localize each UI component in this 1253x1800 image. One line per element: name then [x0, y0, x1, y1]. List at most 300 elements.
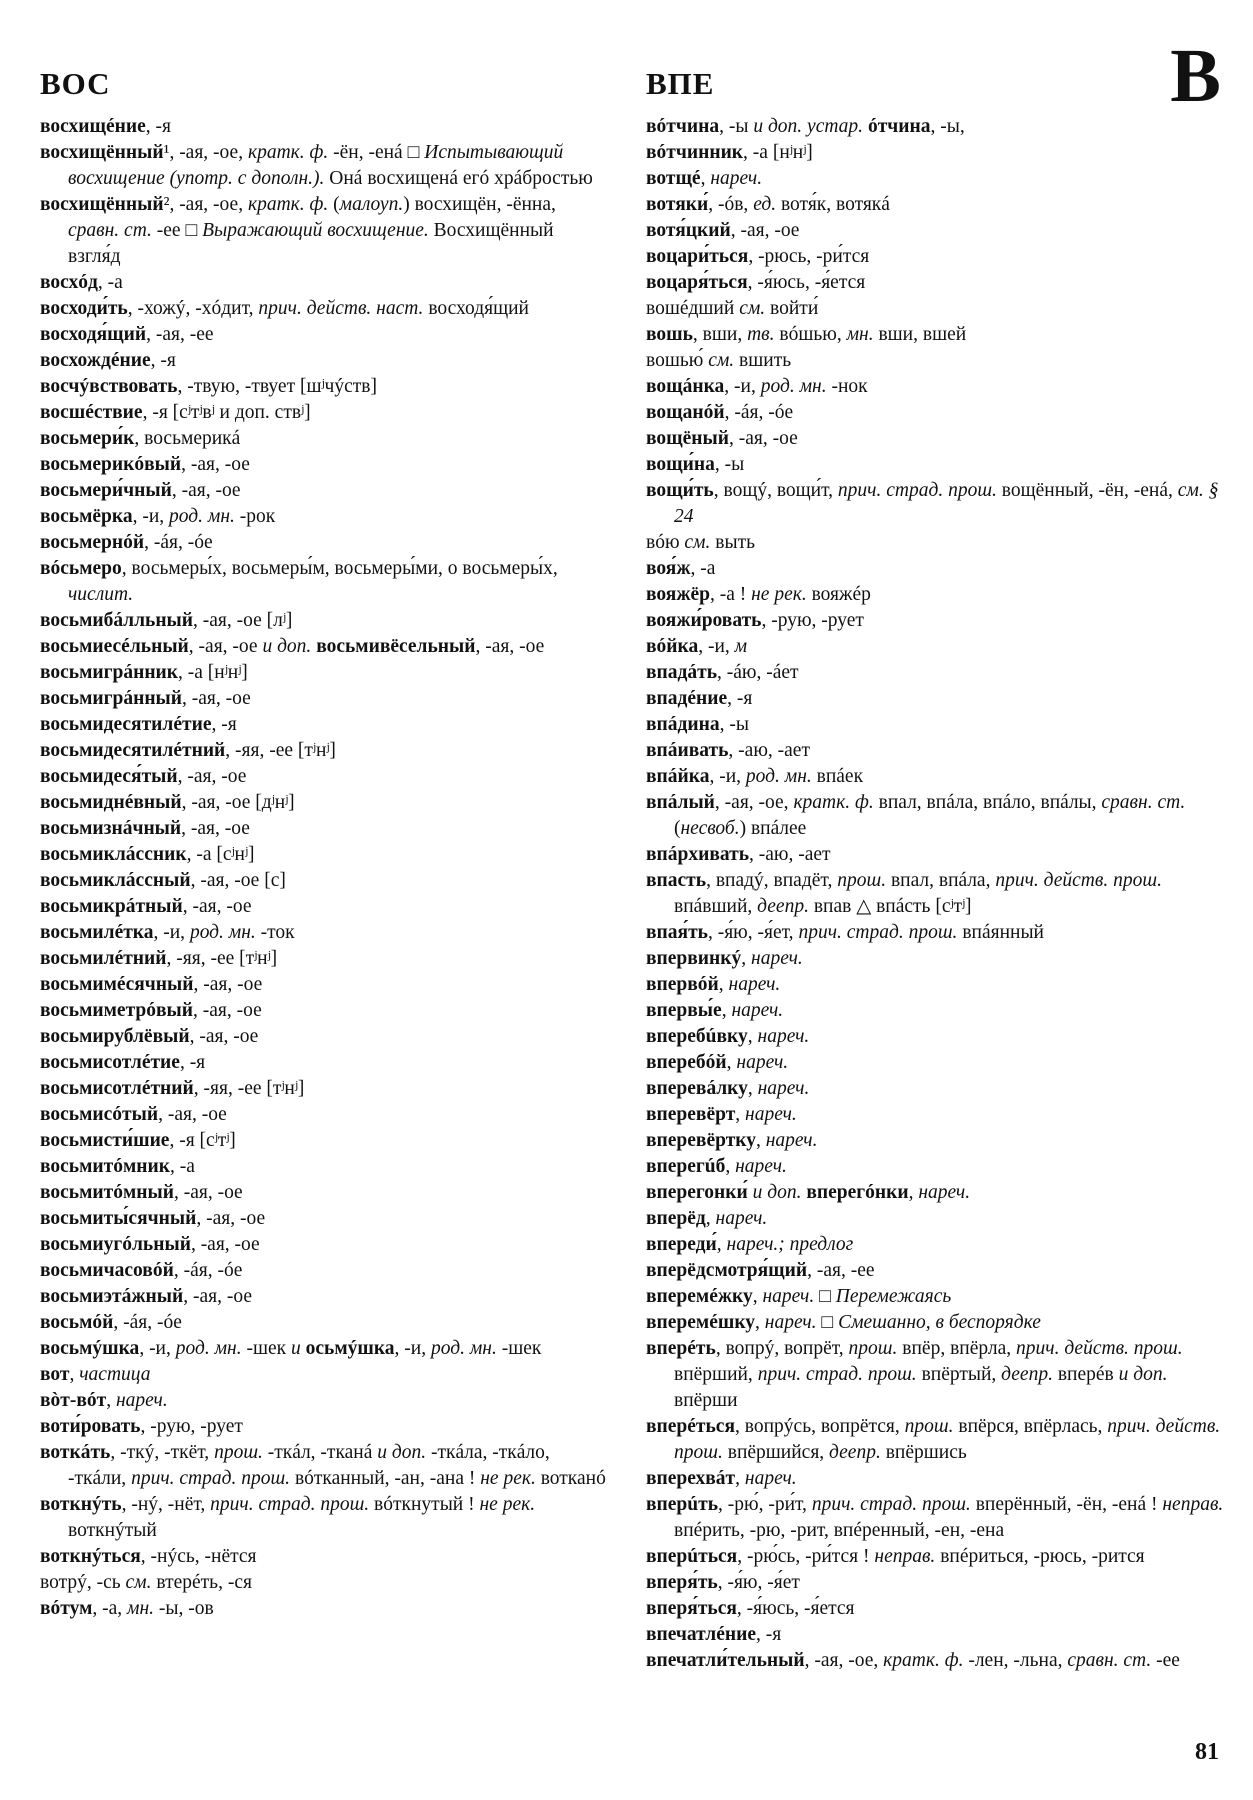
headword: восьмёрка — [40, 506, 133, 527]
entry-text: вперённый, -ён, -енá ! — [970, 1494, 1163, 1515]
entry-text: , -и, — [724, 376, 761, 397]
grammar-note: прич. действ. прош. — [1016, 1338, 1183, 1359]
headword: впереди́ — [646, 1234, 717, 1255]
grammar-note: деепр. — [757, 896, 809, 917]
entry-text: -ее — [1151, 1650, 1180, 1671]
entry-text: , -áя, -óе — [724, 402, 794, 423]
entry-text: , — [752, 1286, 763, 1307]
dictionary-entry — [40, 816, 610, 842]
headword: вперúться — [646, 1546, 738, 1567]
grammar-note: неправ. — [1162, 1494, 1224, 1515]
grammar-note: и доп. — [752, 1182, 802, 1203]
entry-text: , — [718, 974, 729, 995]
grammar-note: не рек. — [751, 584, 807, 605]
headword: вòт-вóт — [40, 1390, 107, 1411]
headword: впервы́е — [646, 1000, 722, 1021]
entry-text: , -яя, -ее [тʲнʲ] — [225, 740, 336, 761]
headword: восьмитóмный — [40, 1182, 174, 1203]
headword: вперевёрт — [646, 1104, 736, 1125]
headword: воя́ж — [646, 558, 691, 579]
entry-text: , -ы — [714, 454, 745, 475]
headword: вóйка — [646, 636, 699, 657]
entry-text: , -ая, -ое — [183, 1286, 252, 1307]
entry-text: , вопрý, вопрёт, — [715, 1338, 849, 1359]
entry-text: , -ая, -ое — [190, 1234, 260, 1255]
entry-text: Онá восхищенá егó хрáбростью — [324, 168, 593, 189]
dictionary-entry — [40, 764, 610, 790]
dictionary-entry — [40, 608, 610, 634]
entry-text: , -ткý, -ткёт, — [110, 1442, 215, 1463]
headword: восьмибáлльный — [40, 610, 194, 631]
entry-text: , -ы, — [930, 116, 965, 137]
entry-text: впав △ впáсть [сʲтʲ] — [808, 896, 972, 917]
entry-text: , -нýсь, -нётся — [140, 1546, 257, 1567]
dictionary-entry — [40, 374, 610, 400]
headword: вощёный — [646, 428, 729, 449]
grammar-note: род. мн. — [760, 376, 827, 397]
guide-word-right: ВПЕ — [646, 66, 715, 101]
entry-text: , — [747, 1078, 758, 1099]
dictionary-entry — [646, 322, 1224, 348]
grammar-note: прич. действ. прош. — [674, 1416, 1221, 1463]
entry-text: -ткáла, -ткáло, -ткáли, — [68, 1442, 550, 1489]
entry-text: , -óв, — [708, 194, 754, 215]
dictionary-entry — [40, 478, 610, 504]
grammar-note: прич. страд. прош. — [131, 1468, 291, 1489]
grammar-note: кратк. ф. — [247, 194, 329, 215]
dictionary-entry — [646, 712, 1224, 738]
headword: вперехвáт — [646, 1468, 736, 1489]
headword: восьмидеся́тый — [40, 766, 178, 787]
headword: восьмидесятилéтие — [40, 714, 212, 735]
entry-text: вотя́к, вотякá — [776, 194, 890, 215]
entry-text: впáек — [811, 766, 864, 787]
headword: восхищённый — [40, 194, 164, 215]
grammar-note: см. — [708, 350, 735, 371]
dictionary-entry — [40, 1024, 610, 1050]
entry-text: выть — [710, 532, 755, 553]
entry-text: , — [69, 1364, 80, 1385]
entry-text: -лен, -льна, — [963, 1650, 1068, 1671]
entry-text: вшить — [734, 350, 792, 371]
entry-text: , — [725, 1156, 736, 1177]
dictionary-entry — [646, 1206, 1224, 1232]
entry-text: вотрý, -сь — [40, 1572, 126, 1593]
dictionary-entry — [646, 452, 1224, 478]
dictionary-entry — [646, 1232, 1224, 1258]
grammar-note: нареч. — [762, 1286, 815, 1307]
grammar-note: нареч. — [751, 948, 803, 969]
entry-text: , -я — [145, 116, 171, 137]
dictionary-entry — [646, 1050, 1224, 1076]
entry-text: , -и, — [139, 1338, 176, 1359]
headword: восьмимéсячный — [40, 974, 194, 995]
dictionary-entry — [40, 1258, 610, 1284]
dictionary-entry — [40, 1206, 610, 1232]
entry-text: , -я [сʲтʲвʲ и доп. ствʲ] — [142, 402, 311, 423]
dictionary-entry — [40, 1570, 610, 1596]
headword: вояжи́ровать — [646, 610, 762, 631]
dictionary-entry — [40, 998, 610, 1024]
headword: впервинкý — [646, 948, 742, 969]
entry-text: , -и, — [153, 922, 190, 943]
grammar-note: ед. — [753, 194, 777, 215]
grammar-note: см. — [739, 298, 766, 319]
grammar-note: прош. — [214, 1442, 263, 1463]
headword: впáлый — [646, 792, 715, 813]
entry-text: , -ы — [719, 714, 749, 735]
grammar-note: мн. — [846, 324, 874, 345]
grammar-note: Испытывающий восхищение (употр. с дополн.). — [68, 142, 564, 189]
dictionary-entry — [646, 1258, 1224, 1284]
headword: восшéствие — [40, 402, 143, 423]
dictionary-entry — [646, 218, 1224, 244]
grammar-note: нареч. — [710, 168, 763, 189]
entry-text: войти́ — [765, 298, 819, 319]
headword: вперя́ться — [646, 1598, 737, 1619]
grammar-note: нареч. — [735, 1156, 787, 1177]
dictionary-entry — [646, 1310, 1224, 1336]
entry-text: , -аю, -ает — [749, 844, 831, 865]
entry-text: Восхищённый взгля́д — [68, 220, 554, 267]
entry-text: впёрший, — [674, 1364, 758, 1385]
grammar-note: несвоб. — [680, 818, 740, 839]
dictionary-entry — [40, 894, 610, 920]
entry-text: , -я́юсь, -я́ется — [747, 272, 866, 293]
dictionary-entry — [646, 1102, 1224, 1128]
dictionary-entry — [646, 634, 1224, 660]
grammar-note: нареч. — [115, 1390, 168, 1411]
grammar-note: нареч. — [765, 1130, 818, 1151]
headword: воткнýть — [40, 1494, 122, 1515]
dictionary-entry — [646, 660, 1224, 686]
dictionary-entry — [40, 1102, 610, 1128]
headword: вперёдсмотря́щий — [646, 1260, 808, 1281]
entry-text: , -твую, -твует [шʲчýств] — [177, 376, 377, 397]
dictionary-entry — [646, 1180, 1224, 1206]
headword: воткнýться — [40, 1546, 141, 1567]
headword: óтчина — [867, 116, 931, 137]
entry-text: , -я́юсь, -я́ется — [736, 1598, 855, 1619]
headword: вóтчинник — [646, 142, 744, 163]
dictionary-entry — [646, 790, 1224, 842]
headword: впáивать — [646, 740, 729, 761]
grammar-note: прош. — [904, 1416, 954, 1437]
dictionary-entry — [646, 1648, 1224, 1674]
entry-text: , -я — [179, 1052, 206, 1073]
dictionary-entry — [646, 1596, 1224, 1622]
headword: восьмери́чный — [40, 480, 172, 501]
entry-text: , -ая, -ое — [192, 1000, 262, 1021]
dictionary-entry — [646, 1024, 1224, 1050]
entry-text: вóтканный, -ан, -ана ! — [290, 1468, 481, 1489]
grammar-note: нареч. — [745, 1104, 797, 1125]
entry-text: , восьмерикá — [134, 428, 241, 449]
dictionary-entry — [646, 1336, 1224, 1414]
dictionary-entry — [40, 1154, 610, 1180]
grammar-note: прош. — [837, 870, 887, 891]
headword: вошь — [646, 324, 693, 345]
guide-word-left: ВОС — [40, 66, 111, 101]
headword: вóтчина — [646, 116, 720, 137]
dictionary-entry — [40, 1440, 610, 1492]
entry-text: , — [716, 1234, 727, 1255]
grammar-note: род. мн. — [189, 922, 256, 943]
entry-text: втерéть, -ся — [151, 1572, 252, 1593]
dictionary-entry — [646, 1466, 1224, 1492]
headword: восьмизнáчный — [40, 818, 182, 839]
headword: воцари́ться — [646, 246, 749, 267]
grammar-note: м — [734, 636, 748, 657]
grammar-note: нареч. — [728, 974, 781, 995]
entry-text: □ — [814, 1286, 836, 1307]
entry-text: , -аю, -ает — [728, 740, 810, 761]
grammar-note: сравн. ст. — [68, 220, 152, 241]
grammar-note: прич. страд. прош. — [210, 1494, 370, 1515]
grammar-note: прич. страд. прош. — [837, 480, 997, 501]
entry-text: , -ая, -ое [лʲ] — [193, 610, 293, 631]
dictionary-entry — [646, 972, 1224, 998]
headword: восходи́ть — [40, 298, 128, 319]
dictionary-entry — [646, 1570, 1224, 1596]
entry-text: , -а — [169, 1156, 195, 1177]
entry-text: , вши, — [692, 324, 748, 345]
entry-text: , -и, — [698, 636, 735, 657]
dictionary-entry — [646, 1284, 1224, 1310]
entry-text: , -рю́сь, -ри́тся ! — [737, 1546, 875, 1567]
entry-text: , -рюсь, -ри́тся — [748, 246, 870, 267]
page-number: 81 — [1195, 1739, 1219, 1765]
grammar-note: и доп. — [377, 1442, 427, 1463]
headword: восьмичасовóй — [40, 1260, 174, 1281]
dictionary-entry — [40, 842, 610, 868]
headword: впадéние — [646, 688, 728, 709]
dictionary-entry — [646, 140, 1224, 166]
entry-text: , вощý, вощи́т, — [713, 480, 838, 501]
grammar-note: см. § 24 — [674, 480, 1219, 527]
dictionary-entry — [40, 348, 610, 374]
dictionary-entry — [40, 504, 610, 530]
entry-text: вши, вшей — [873, 324, 967, 345]
dictionary-entry — [646, 270, 1224, 296]
headword: восьмиесéльный — [40, 636, 189, 657]
entry-text: , -яя, -ее [тʲнʲ] — [166, 948, 278, 969]
headword: вотя́цкий — [646, 220, 731, 241]
grammar-note: прош. — [848, 1338, 898, 1359]
entry-text: впéриться, -рюсь, -рится — [935, 1546, 1145, 1567]
entry-text: ) впáлее — [739, 818, 807, 839]
entry-text: , -а ! — [709, 584, 752, 605]
entry-text: -ы, -ов — [154, 1598, 214, 1619]
dictionary-entry — [40, 1180, 610, 1206]
dictionary-entry — [646, 192, 1224, 218]
entry-text: , -я — [211, 714, 237, 735]
entry-text: , восьмеры́х, восьмеры́м, восьмеры́ми, о восьмеры́х, — [121, 558, 558, 579]
headword: восьмирублёвый — [40, 1026, 190, 1047]
grammar-note: нареч. — [757, 1026, 810, 1047]
grammar-note: прич. страд. прош. — [798, 922, 958, 943]
headword: восхóд — [40, 272, 98, 293]
dictionary-entry — [40, 296, 610, 322]
dictionary-entry — [646, 348, 1224, 374]
entry-text: , -а, — [92, 1598, 128, 1619]
headword: восьмикрáтный — [40, 896, 183, 917]
headword: восьмитóмник — [40, 1156, 170, 1177]
grammar-note: Смешанно, в беспорядке — [838, 1312, 1041, 1333]
entry-text: , -áя, -óе — [173, 1260, 243, 1281]
grammar-note: род. мн. — [175, 1338, 242, 1359]
entry-text: , -а — [690, 558, 716, 579]
grammar-note: сравн. ст. — [1067, 1650, 1152, 1671]
dictionary-entry — [646, 764, 1224, 790]
grammar-note: кратк. ф. — [247, 142, 329, 163]
headword: восхищéние — [40, 116, 146, 137]
grammar-note: и доп. устар. — [753, 116, 864, 137]
entry-text: восходя́щий — [423, 298, 529, 319]
dictionary-entry — [40, 946, 610, 972]
headword: восходя́щий — [40, 324, 147, 345]
entry-text: , -ая, -ое — [189, 1026, 259, 1047]
entry-text: , -а [нʲнʲ] — [178, 662, 248, 683]
entry-text: ( — [674, 818, 681, 839]
dictionary-entry — [40, 790, 610, 816]
headword: восьмилéтка — [40, 922, 154, 943]
headword: восьмиты́сячный — [40, 1208, 197, 1229]
entry-text: вóткнутый ! — [369, 1494, 480, 1515]
dictionary-entry — [646, 166, 1224, 192]
entry-text: , -ая, -ое, — [714, 792, 794, 813]
headword: восьмисотлéтие — [40, 1052, 180, 1073]
dictionary-entry — [40, 1284, 610, 1310]
dictionary-entry — [646, 1492, 1224, 1544]
entry-text: , вопрýсь, вопрётся, — [735, 1416, 905, 1437]
entry-text: вотканó — [535, 1468, 606, 1489]
entry-text: , -я́ю, -я́ет — [717, 1572, 800, 1593]
dictionary-entry — [40, 1050, 610, 1076]
grammar-note: деепр. — [829, 1442, 881, 1463]
headword: впечатли́тельный — [646, 1650, 805, 1671]
grammar-note: род. мн. — [430, 1338, 497, 1359]
dictionary-entry — [40, 1544, 610, 1570]
entry-text: , — [700, 168, 711, 189]
headword: вперéть — [646, 1338, 716, 1359]
headword: вотщé — [646, 168, 701, 189]
entry-text: , -ая, -ое — [158, 1104, 227, 1125]
grammar-note: тв. — [747, 324, 775, 345]
entry-text: ) восхищён, -ённа, — [403, 194, 556, 215]
grammar-note: прич. страд. прош. — [811, 1494, 971, 1515]
headword: восьмиметрóвый — [40, 1000, 193, 1021]
entry-text: , -ая, -ое — [177, 766, 247, 787]
headword: восьмиугóльный — [40, 1234, 191, 1255]
entry-text: вошéдший — [646, 298, 740, 319]
grammar-note: нареч. — [764, 1312, 817, 1333]
headword: вощи́ть — [646, 480, 714, 501]
headword: вощи́на — [646, 454, 715, 475]
entry-text: впал, впáла, впáло, впáлы, — [873, 792, 1102, 813]
right-column — [646, 114, 1224, 1674]
headword: восьмилéтний — [40, 948, 167, 969]
entry-text: , -рю́, -ри́т, — [718, 1494, 812, 1515]
entry-text: , — [735, 1468, 745, 1489]
left-column — [40, 114, 610, 1622]
dictionary-entry — [40, 270, 610, 296]
entry-text: , -я — [727, 688, 753, 709]
entry-text: вощённый, -ён, -енá, — [996, 480, 1178, 501]
grammar-note: нареч. — [715, 1208, 768, 1229]
entry-text: впáвший, — [674, 896, 758, 917]
entry-text: , -ая, -ое — [188, 636, 263, 657]
grammar-note: род. мн. — [169, 506, 235, 527]
dictionary-entry — [646, 1154, 1224, 1180]
dictionary-entry — [646, 1544, 1224, 1570]
grammar-note: нареч. — [744, 1468, 797, 1489]
dictionary-entry — [40, 1492, 610, 1544]
entry-text: , -а — [97, 272, 123, 293]
headword: восьмидесятилéтний — [40, 740, 226, 761]
headword: вперя́ть — [646, 1572, 718, 1593]
dictionary-entry — [40, 1076, 610, 1102]
headword: вперевáлку — [646, 1078, 748, 1099]
headword: впервóй — [646, 974, 719, 995]
entry-text: , -ая, -ое — [182, 896, 252, 917]
dictionary-entry — [40, 140, 610, 192]
entry-text: , -áю, -áет — [717, 662, 799, 683]
entry-text: -ткáл, -тканá — [262, 1442, 378, 1463]
grammar-note: и доп. — [262, 636, 312, 657]
entry-text: впéрить, -рю, -рит, впéренный, -ен, -ена — [674, 1520, 1005, 1541]
headword: впая́ть — [646, 922, 708, 943]
entry-text: , — [726, 1052, 737, 1073]
grammar-note: нареч. — [736, 1052, 789, 1073]
dictionary-entry — [646, 1414, 1224, 1466]
headword: вотяки́ — [646, 194, 709, 215]
grammar-note: нареч.; предлог — [726, 1234, 854, 1255]
headword: восьмóй — [40, 1312, 114, 1333]
headword: вперúть — [646, 1494, 719, 1515]
grammar-note: кратк. ф. — [883, 1650, 964, 1671]
headword: впáдина — [646, 714, 720, 735]
headword: воти́ровать — [40, 1416, 141, 1437]
headword: вперегонки́ — [646, 1182, 748, 1203]
dictionary-entry — [40, 712, 610, 738]
entry-text: вперéв — [1052, 1364, 1119, 1385]
entry-text: , -ая, -ое [дʲнʲ] — [181, 792, 295, 813]
grammar-note: неправ. — [874, 1546, 936, 1567]
grammar-note: род. мн. — [745, 766, 812, 787]
dictionary-entry — [646, 114, 1224, 140]
headword: восхождéние — [40, 350, 151, 371]
entry-text: , -рую, -рует — [140, 1416, 243, 1437]
entry-text: , -я́ю, -я́ет, — [707, 922, 799, 943]
entry-text: , -ая, -ое — [181, 454, 250, 475]
headword: восьмигрáнный — [40, 688, 183, 709]
headword: вот — [40, 1364, 70, 1385]
dictionary-entry — [646, 946, 1224, 972]
entry-text: ( — [328, 194, 340, 215]
entry-text: впёршийся, — [722, 1442, 830, 1463]
entry-text: -шек — [241, 1338, 291, 1359]
entry-text: , -рую, -рует — [761, 610, 864, 631]
entry-text: , — [755, 1130, 766, 1151]
headword: впечатлéние — [646, 1624, 756, 1645]
entry-text: ¹, -ая, -ое, — [163, 142, 248, 163]
entry-text: впёр, впёрла, — [897, 1338, 1017, 1359]
headword: восьмерикóвый — [40, 454, 182, 475]
entry-text: -шек — [496, 1338, 542, 1359]
headword: вперемéшку — [646, 1312, 756, 1333]
headword: вощáнка — [646, 376, 725, 397]
